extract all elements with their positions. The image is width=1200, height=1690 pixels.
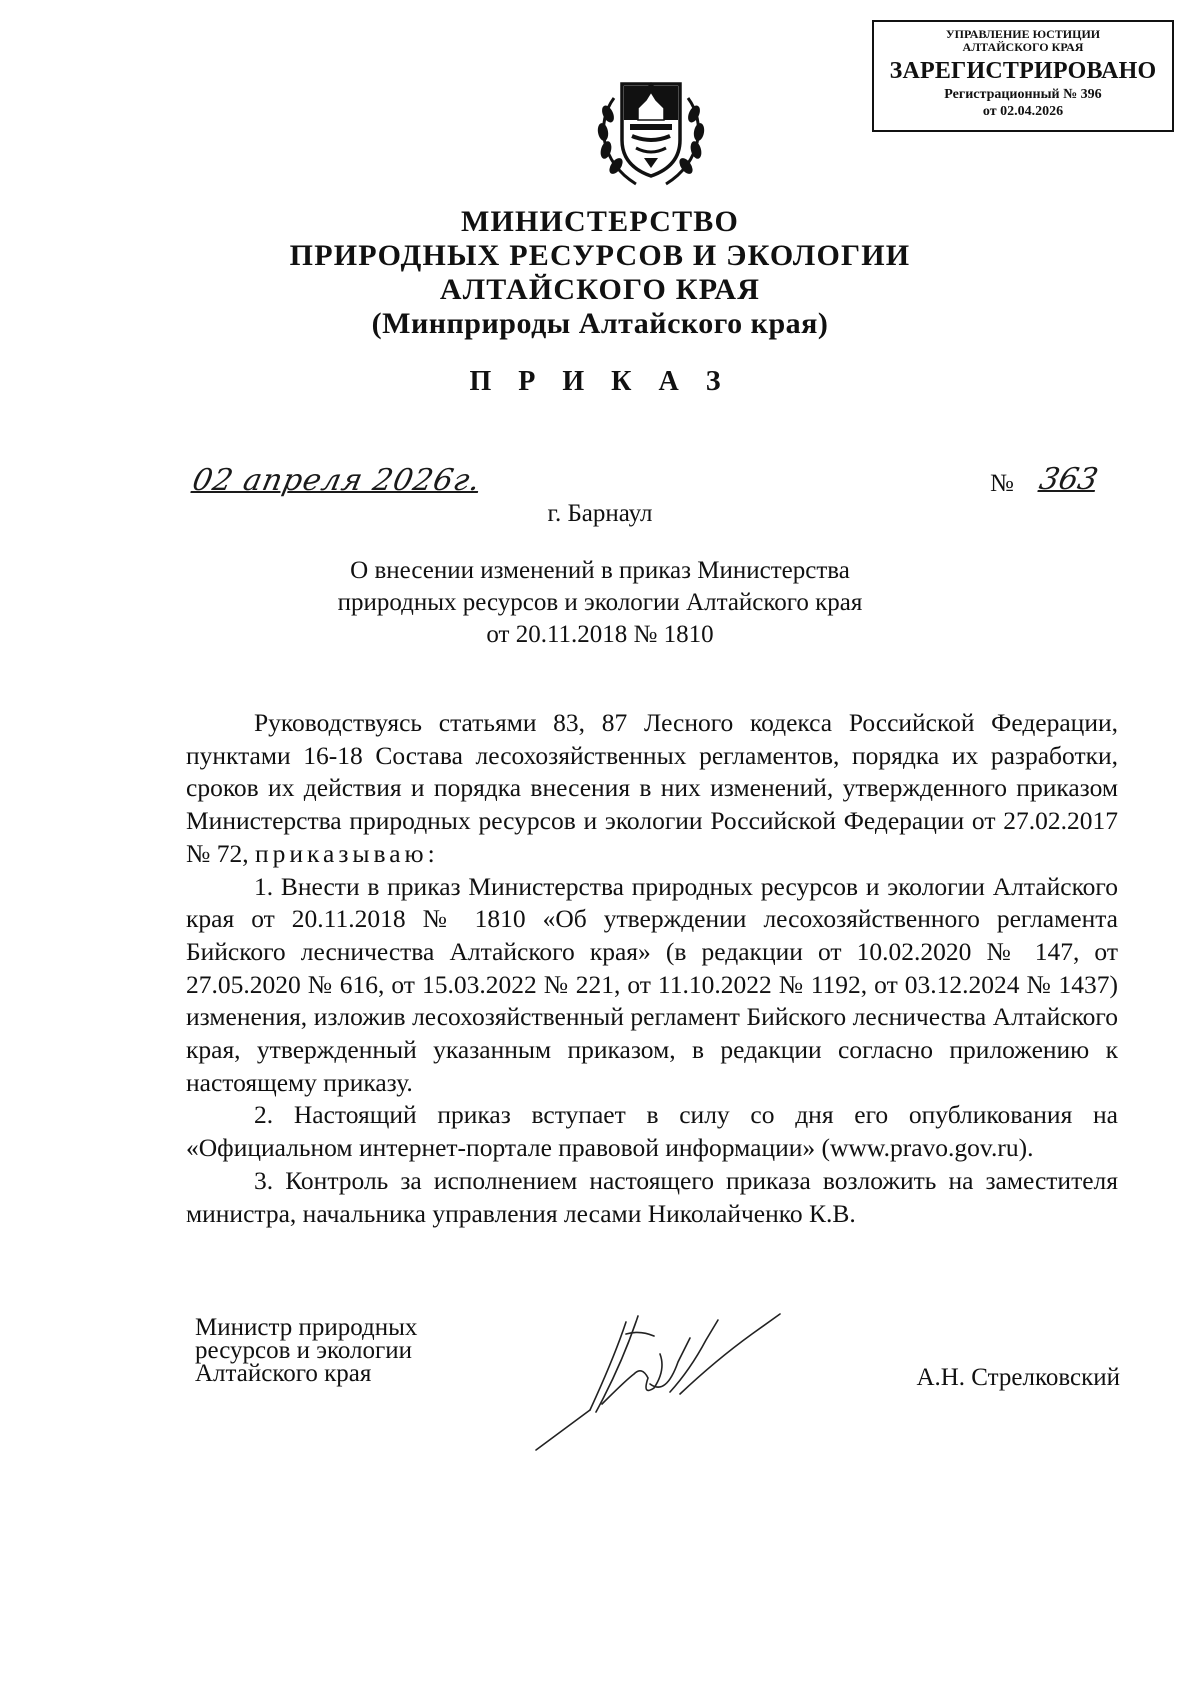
registration-stamp [872,20,1174,132]
order-number-handwritten: 363 [1036,462,1101,497]
signer-position-line2: ресурсов и экологии [195,1337,413,1364]
order-subject [0,555,1200,651]
signer-position [195,1316,417,1385]
order-word: приказываю: [254,838,439,868]
stamp-reg-number: Регистрационный № 396 [944,87,1102,102]
order-date-handwritten: 02 апреля 2026г. [189,463,485,498]
handwritten-signature [530,1300,790,1460]
subject-line1: О внесении изменений в приказ Министерства [350,557,850,584]
ministry-name-line1: МИНИСТЕРСТВО [460,205,740,238]
stamp-org-line1: УПРАВЛЕНИЕ ЮСТИЦИИ [945,27,1101,41]
ministry-header [0,205,1200,341]
document-type-title: П Р И К А З [469,366,731,397]
subject-line2: природных ресурсов и экологии Алтайского края [337,589,863,616]
stamp-reg-date: от 02.04.2026 [982,104,1064,119]
subject-line3: от 20.11.2018 № 1810 [486,621,714,648]
stamp-status: ЗАРЕГИСТРИРОВАНО [889,58,1157,84]
preamble-text: Руководствуясь статьями 83, 87 Лесного кодекса Российской Федерации, пунктами 16-18 Состава лесохозяйственных регламентов, порядка их разработки, сроков их действия и порядка внесения в них изменений, утвержденного приказом Министерства природных ресурсов и экологии Российской Федерации от 27.02.2017 № 72, [186,708,1118,868]
coat-of-arms-emblem [586,62,716,192]
signer-name: А.Н. Стрелковский [916,1364,1120,1391]
stamp-org-line2: АЛТАЙСКОГО КРАЯ [962,40,1084,54]
order-number-label: № [990,470,1014,497]
signer-position-line1: Министр природных [195,1314,418,1341]
ministry-name-line2: ПРИРОДНЫХ РЕСУРСОВ И ЭКОЛОГИИ [289,239,911,272]
order-item-1: 1. Внести в приказ Министерства природных ресурсов и экологии Алтайского края от 20.11.2018 № 1810 «Об утверждении лесохозяйственного регламента Бийского лесничества Алтайского края» (в редакции от 10.02.2020 № 147, от 27.05.2020 № 616, от 15.03.2022 № 221, от 11.10.2022 № 1192, от 03.12.2024 № 1437) изменения, изложив лесохозяйственный регламент Бийского лесничества Алтайского края, утвержденный указанным приказом, в редакции согласно приложению к настоящему приказу. [186,871,1118,1097]
signer-position-line3: Алтайского края [195,1360,372,1387]
order-city: г. Барнаул [547,500,653,527]
preamble-paragraph [186,707,1118,871]
stamp-organization [874,28,1172,54]
order-item-2: 2. Настоящий приказ вступает в силу со дня его опубликования на «Официальном интернет-портале правовой информации» (www.pravo.gov.ru). [186,1100,1118,1163]
order-body [186,707,1118,1230]
order-item-3: 3. Контроль за исполнением настоящего приказа возложить на заместителя министра, начальника управления лесами Николайченко К.В. [186,1165,1118,1228]
ministry-name-line3: АЛТАЙСКОГО КРАЯ [439,273,761,306]
ministry-abbreviation: (Минприроды Алтайского края) [371,307,829,340]
